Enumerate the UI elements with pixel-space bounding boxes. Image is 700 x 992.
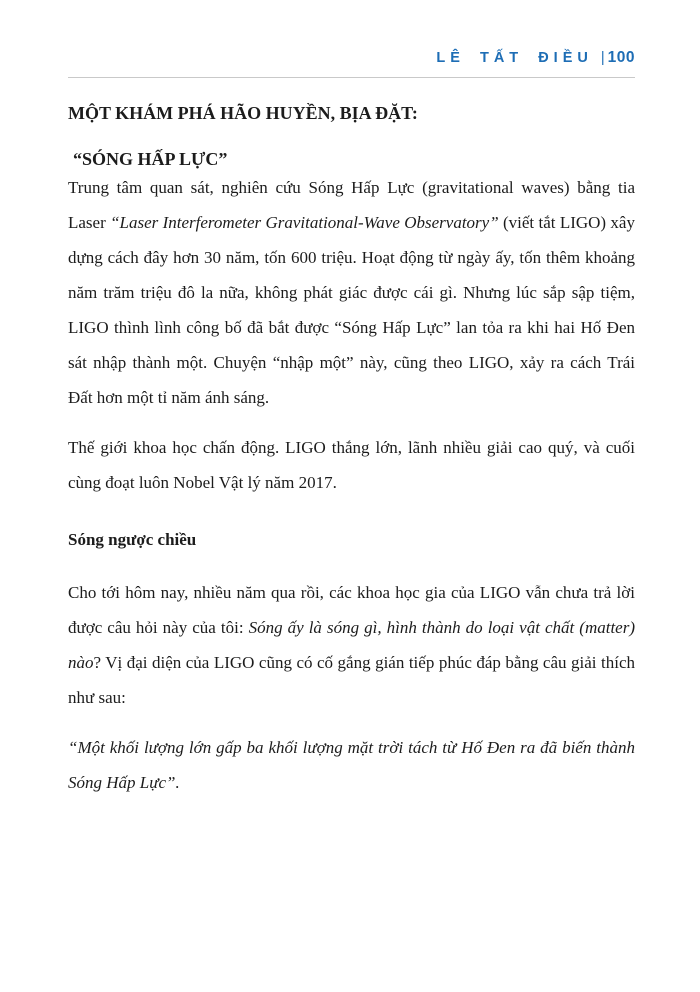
paragraph-nobel	[68, 430, 635, 500]
text-segment: “Một khối lượng lớn gấp ba khối lượng mặt trời tách từ Hố Đen ra đã biến thành Sóng Hấp Lực”.	[68, 738, 635, 792]
text-segment: Cho tới hôm nay, nhiều năm qua rồi, các khoa học gia của LIGO vẫn chưa trả lời được câu hỏi này của tôi:	[68, 583, 635, 637]
section-heading: Sóng ngược chiều	[68, 530, 197, 549]
page-number: 100	[607, 49, 635, 66]
text-segment: (viết tắt LIGO) xây dựng cách đây hơn 30 năm, tốn 600 triệu. Hoạt động từ ngày ấy, tốn thêm khoảng năm trăm triệu đô la nữa, không phát giác được cái gì. Nhưng lúc sắp sập tiệm, LIGO thình lình công bố đã bắt được “Sóng Hấp Lực” lan tỏa ra khi hai Hố Đen sát nhập thành một. Chuyện “nhập một” này, cũng theo LIGO, xảy ra cách Trái Đất hơn một tỉ năm ánh sáng.	[68, 213, 635, 407]
header-rule	[68, 48, 635, 78]
text-segment: Trung tâm quan sát, nghiên cứu Sóng Hấp Lực (gravitational waves) bằng tia Laser	[68, 178, 635, 232]
author-name: LÊ TẤT ĐIỀU	[436, 50, 593, 66]
header-separator: |	[600, 50, 605, 66]
text-segment: Thế giới khoa học chấn động. LIGO thắng lớn, lãnh nhiều giải cao quý, và cuối cùng đoạt luôn Nobel Vật lý năm 2017.	[68, 438, 635, 492]
paragraph-question	[68, 575, 635, 715]
text-segment: ? Vị đại diện của LIGO cũng có cố gắng gián tiếp phúc đáp bằng câu giải thích như sau:	[68, 653, 635, 707]
article-title-line-1: MỘT KHÁM PHÁ HÃO HUYỀN, BỊA ĐẶT:	[68, 103, 418, 123]
page-header	[0, 0, 700, 78]
paragraph-ligo-intro	[68, 170, 635, 415]
text-segment: “Laser Interferometer Gravitational-Wave Observatory”	[110, 213, 499, 232]
page-body	[0, 102, 700, 800]
paragraph-quote	[68, 730, 635, 800]
text-segment: Sóng ấy là sóng gì, hình thành do loại vật chất (matter) nào	[68, 618, 635, 672]
article-title-line-2: “SÓNG HẤP LỰC”	[73, 149, 228, 169]
